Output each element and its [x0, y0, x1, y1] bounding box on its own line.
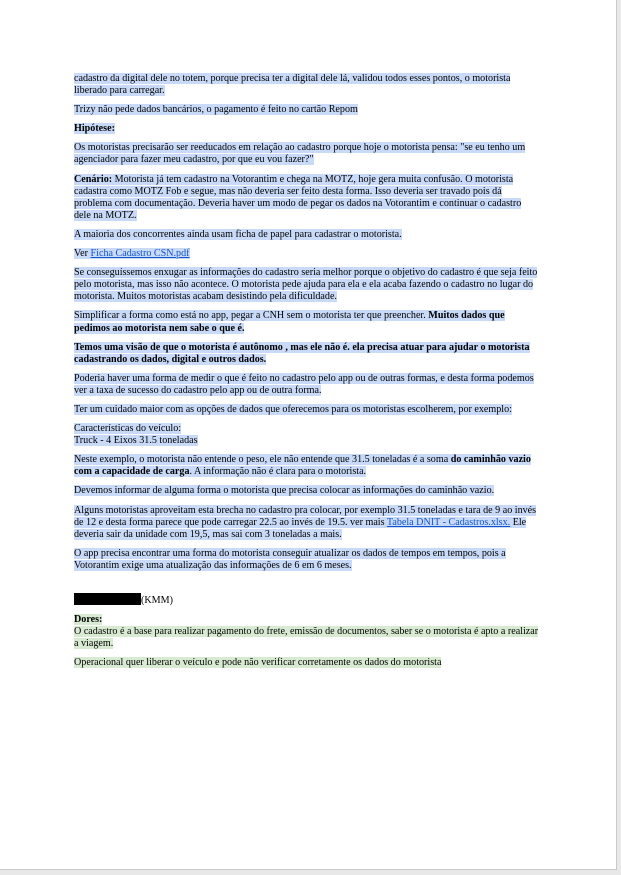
paragraph: A maioria dos concorrentes ainda usam ficha de papel para cadastrar o motorista.	[74, 228, 402, 240]
paragraph-cenario: Cenário: Motorista já tem cadastro na Votorantim e chega na MOTZ, hoje gera muita confusão. O motorista cadastra como MOTZ Fob e segue, mas não deveria ser feito desta forma. Isso deveria ser travado pois dá problema com documentação. Deveria haver um modo de pegar os dados na Votorantim e continuar o cadastro dele na MOTZ.	[74, 173, 522, 221]
paragraph: Temos uma visão de que o motorista é autônomo , mas ele não é. ela precisa atuar para ajudar o motorista cadastrando os dados, digital e outros dados.	[74, 341, 530, 365]
paragraph: Operacional quer liberar o veículo e pode não verificar corretamente os dados do motorista	[74, 657, 442, 669]
paragraph: Se conseguíssemos enxugar as informações do cadastro seria melhor porque o objetivo do cadastro é que seja feito pelo motorista, mas isso não acontece. O motorista pede ajuda para ela e ela acaba fazendo o cadastro no lugar do motorista. Muitos motoristas acabam desistindo pela dificuldade.	[74, 267, 538, 303]
paragraph-ver-ficha: Ver Ficha Cadastro CSN.pdf	[74, 248, 190, 260]
paragraph: Neste exemplo, o motorista não entende o peso, ele não entende que 31.5 toneladas é a soma do caminhão vazio com a capacidade de carga. A informação não é clara para o motorista.	[74, 454, 531, 478]
paragraph: Simplificar a forma como está no app, pegar a CNH sem o motorista ter que preencher. Muitos dados que pedimos ao motorista nem sabe o que é.	[74, 310, 505, 334]
redaction-bar	[74, 593, 141, 605]
link-tabela-dnit[interactable]: Tabela DNIT - Cadastros.xlsx.	[386, 516, 511, 528]
paragraph: O app precisa encontrar uma forma do motorista conseguir atualizar os dados de tempos em tempos, pois a Votorantim exige uma atualização das informações de 6 em 6 meses.	[74, 547, 506, 571]
paragraph: Poderia haver uma forma de medir o que é feito no cadastro pelo app ou de outras formas, e desta forma podemos ver a taxa de sucesso do cadastro pelo app ou de outra forma.	[74, 372, 534, 396]
paragraph: Ter um cuidado maior com as opções de dados que oferecemos para os motoristas escolherem, por exemplo:	[74, 403, 512, 415]
kmm-line: (KMM)	[74, 593, 540, 607]
vehicle-example: Características do veículo: Truck - 4 Eixos 31.5 toneladas	[74, 423, 198, 447]
heading-hipotese: Hipótese:	[74, 123, 115, 135]
spacer	[74, 579, 540, 593]
link-ficha-cadastro[interactable]: Ficha Cadastro CSN.pdf	[90, 248, 190, 260]
paragraph: cadastro da digital dele no totem, porque precisa ter a digital dele lá, validou todos esses pontos, o motorista liberado para carregar.	[74, 73, 511, 97]
document-body	[74, 73, 540, 676]
paragraph-tabela: Alguns motoristas aproveitam esta brecha no cadastro pra colocar, por exemplo 31.5 toneladas e tara de 9 ao invés de 12 e desta forma parece que pode carregar 22.5 ao invés de 19.5. ver mais Tabela DNIT - Cadastros.xlsx. Ele deveria sair da unidade com 19,5, mas sai com 3 toneladas a mais.	[74, 504, 537, 540]
dores-block: Dores: O cadastro é a base para realizar pagamento do frete, emissão de documentos, saber se o motorista é apto a realizar a viagem.	[74, 614, 539, 650]
paragraph: Devemos informar de alguma forma o motorista que precisa colocar as informações do caminhão vazio.	[74, 485, 495, 497]
paragraph: Trizy não pede dados bancários, o pagamento é feito no cartão Repom	[74, 104, 358, 116]
paragraph: Os motoristas precisarão ser reeducados em relação ao cadastro porque hoje o motorista pensa: "se eu tenho um agenciador para fazer meu cadastro, por que eu vou fazer?"	[74, 142, 526, 166]
